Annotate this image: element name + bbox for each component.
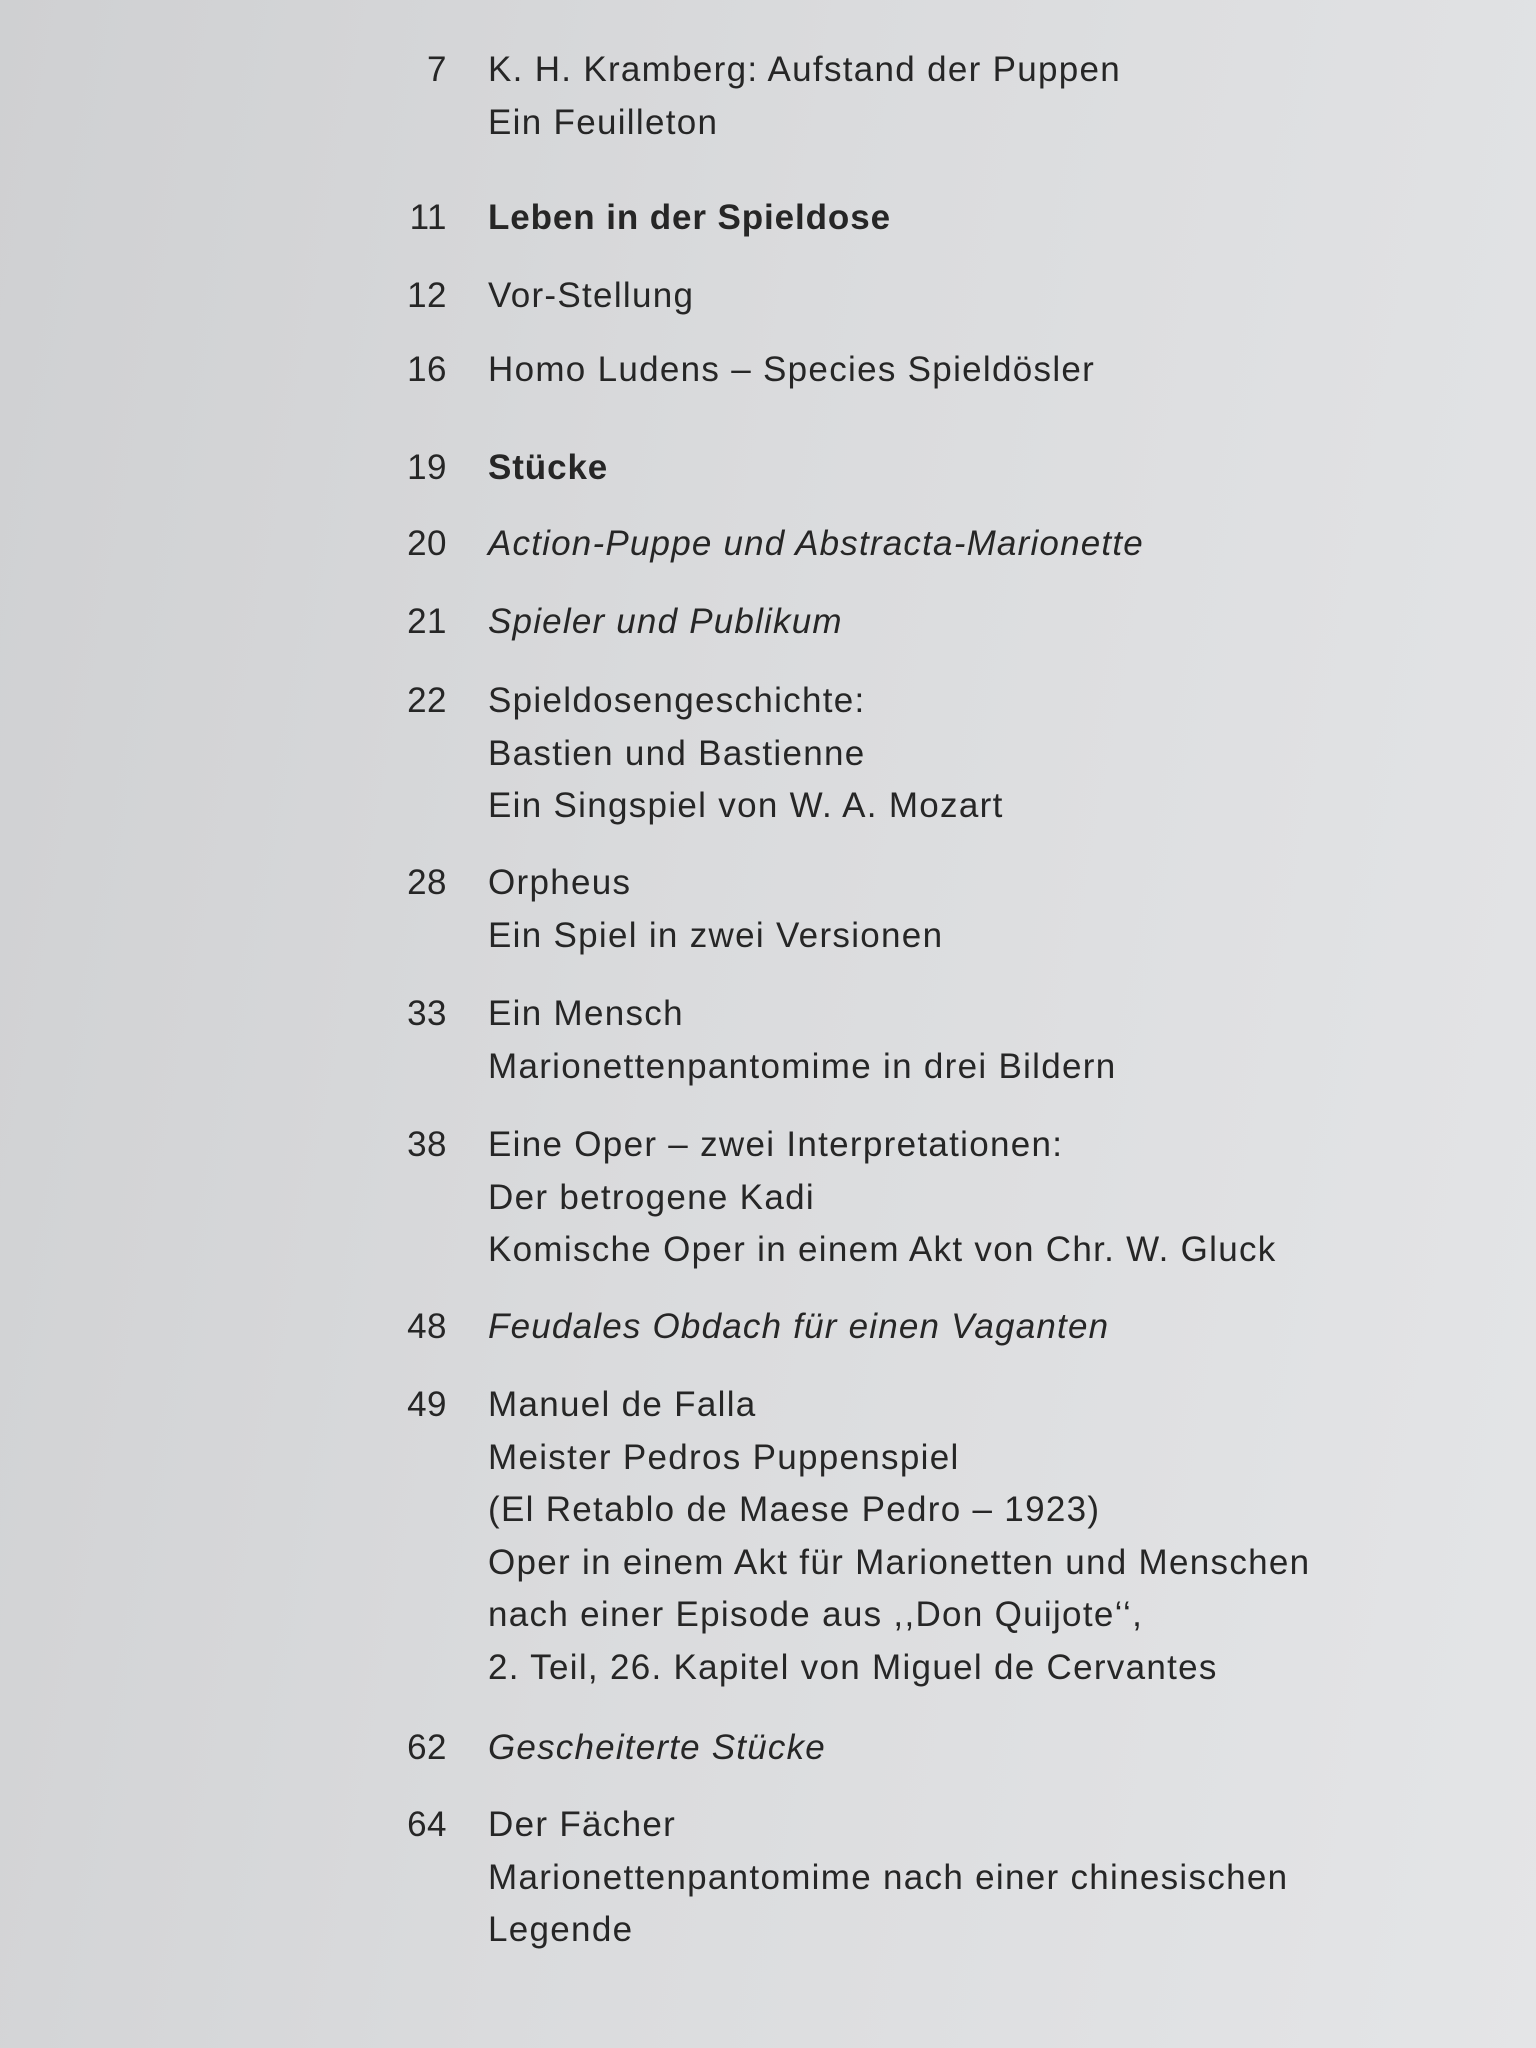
entry-title xyxy=(488,988,1528,1093)
entry-line: (El Retablo de Maese Pedro – 1923) xyxy=(488,1490,1101,1530)
entry-line: 2. Teil, 26. Kapitel von Miguel de Cervantes xyxy=(488,1647,1218,1687)
entry-line: Vor-Stellung xyxy=(488,276,695,315)
entry-title xyxy=(488,675,1528,833)
entry-line: Spieler und Publikum xyxy=(488,602,843,641)
page-number: 64 xyxy=(407,1805,447,1844)
entry-line: Orpheus xyxy=(488,863,632,902)
entry-line: Der Fächer xyxy=(488,1805,677,1844)
entry-line: Oper in einem Akt für Marionetten und Menschen xyxy=(488,1542,1311,1582)
entry-line: Ein Singspiel von W. A. Mozart xyxy=(488,786,1004,826)
entry-line: Eine Oper – zwei Interpretationen: xyxy=(488,1125,1064,1164)
entry-line: Stücke xyxy=(488,448,609,487)
page-number: 16 xyxy=(407,350,447,389)
entry-line: Spieldosengeschichte: xyxy=(488,681,866,720)
entry-line: Ein Feuilleton xyxy=(488,102,719,142)
entry-title xyxy=(488,270,1528,323)
entry-line: Gescheiterte Stücke xyxy=(488,1728,826,1767)
page-number: 11 xyxy=(409,198,447,237)
entry-line: Bastien und Bastienne xyxy=(488,733,866,773)
entry-line: Action-Puppe und Abstracta-Marionette xyxy=(488,524,1144,563)
entry-title xyxy=(488,518,1528,571)
entry-title xyxy=(488,857,1528,962)
entry-line: K. H. Kramberg: Aufstand der Puppen xyxy=(488,50,1122,89)
entry-line: Manuel de Falla xyxy=(488,1385,757,1424)
entry-title xyxy=(488,344,1528,397)
page-number: 19 xyxy=(407,448,447,487)
entry-line: Der betrogene Kadi xyxy=(488,1177,815,1217)
entry-title xyxy=(488,442,1528,495)
entry-title xyxy=(488,192,1528,245)
entry-line: Homo Ludens – Species Spieldösler xyxy=(488,350,1096,389)
page-number: 48 xyxy=(407,1307,447,1346)
entry-title xyxy=(488,1119,1528,1277)
entry-line: nach einer Episode aus ,,Don Quijote‘‘, xyxy=(488,1595,1144,1635)
page-number: 49 xyxy=(407,1385,447,1424)
entry-line: Ein Mensch xyxy=(488,994,684,1033)
entry-title xyxy=(488,1799,1528,1957)
entry-title xyxy=(488,1722,1528,1775)
entry-title xyxy=(488,44,1528,149)
entry-title xyxy=(488,596,1528,649)
page-number: 20 xyxy=(407,524,447,563)
entry-title xyxy=(488,1301,1528,1354)
entry-line: Marionettenpantomime in drei Bildern xyxy=(488,1046,1117,1086)
entry-line: Meister Pedros Puppenspiel xyxy=(488,1437,960,1477)
entry-title xyxy=(488,1379,1528,1695)
page-number: 22 xyxy=(407,681,447,720)
page-number: 28 xyxy=(407,863,447,902)
entry-line: Legende xyxy=(488,1910,634,1950)
page-number: 33 xyxy=(407,994,447,1033)
page-number: 21 xyxy=(407,602,447,641)
entry-line: Ein Spiel in zwei Versionen xyxy=(488,915,944,955)
page-number: 38 xyxy=(407,1125,447,1164)
entry-line: Feudales Obdach für einen Vaganten xyxy=(488,1307,1110,1346)
page-number: 62 xyxy=(407,1728,447,1767)
entry-line: Leben in der Spieldose xyxy=(488,198,891,237)
entry-line: Marionettenpantomime nach einer chinesischen xyxy=(488,1857,1289,1897)
entry-line: Komische Oper in einem Akt von Chr. W. Gluck xyxy=(488,1230,1277,1270)
page-number: 12 xyxy=(407,276,447,315)
page-number: 7 xyxy=(427,50,447,89)
